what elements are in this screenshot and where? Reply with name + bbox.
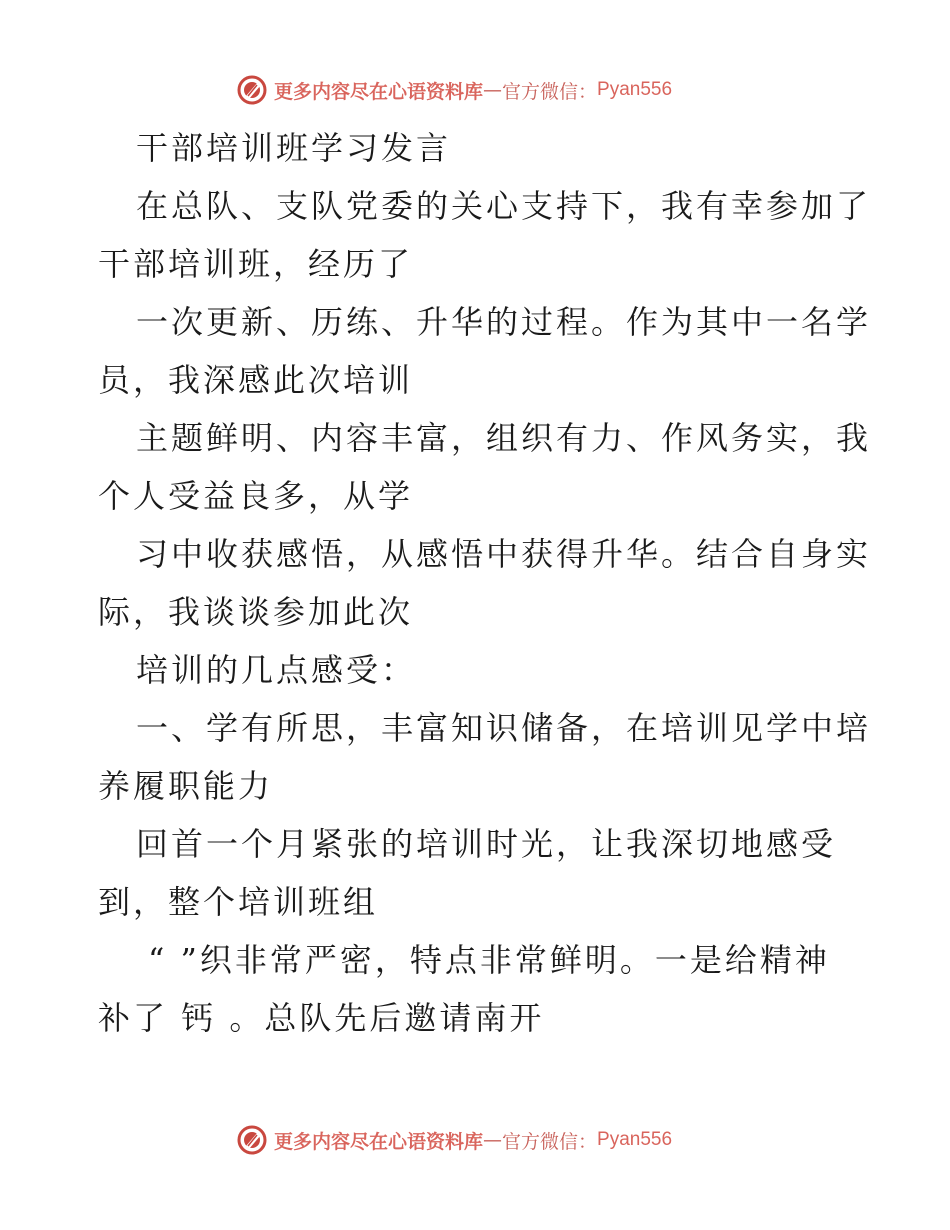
banner-wechat-label: 官方微信： xyxy=(502,80,598,103)
paragraph-line: “ ”织非常严密，特点非常鲜明。一是给精神 xyxy=(148,941,830,979)
banner-wechat-id: Pyan556 xyxy=(597,1129,673,1150)
banner-dash: — xyxy=(483,79,503,101)
paragraph-line: 际，我谈谈参加此次 xyxy=(98,593,414,631)
banner-brand-text: 更多内容尽在心语资料库 xyxy=(274,80,484,103)
banner-wechat-label: 官方微信： xyxy=(502,1130,598,1153)
paragraph-line: 员，我深感此次培训 xyxy=(98,361,414,399)
banner-brand-text: 更多内容尽在心语资料库 xyxy=(274,1130,484,1153)
section-heading-line: 养履职能力 xyxy=(98,767,274,805)
paragraph-line: 个人受益良多，从学 xyxy=(98,477,414,515)
paragraph-line: 主题鲜明、内容丰富，组织有力、作风务实，我 xyxy=(136,419,872,457)
header-banner xyxy=(236,72,672,108)
paragraph-line: 一次更新、历练、升华的过程。作为其中一名学 xyxy=(136,303,872,341)
paragraph-line: 干部培训班，经历了 xyxy=(98,245,414,283)
pen-logo-icon xyxy=(236,1124,268,1156)
paragraph-line: 在总队、支队党委的关心支持下，我有幸参加了 xyxy=(136,187,872,225)
paragraph-line: 培训的几点感受： xyxy=(136,651,417,689)
document-title: 干部培训班学习发言 xyxy=(136,129,452,167)
banner-dash: — xyxy=(483,1129,503,1151)
paragraph-line: 补了 钙 。总队先后邀请南开 xyxy=(98,999,545,1037)
pen-logo-icon xyxy=(236,74,268,106)
section-heading-line: 一、学有所思，丰富知识储备，在培训见学中培 xyxy=(136,709,872,747)
banner-wechat-id: Pyan556 xyxy=(597,79,673,100)
paragraph-line: 习中收获感悟，从感悟中获得升华。结合自身实 xyxy=(136,535,872,573)
paragraph-line: 到，整个培训班组 xyxy=(98,883,379,921)
footer-banner xyxy=(236,1122,672,1158)
paragraph-line: 回首一个月紧张的培训时光，让我深切地感受 xyxy=(136,825,837,863)
